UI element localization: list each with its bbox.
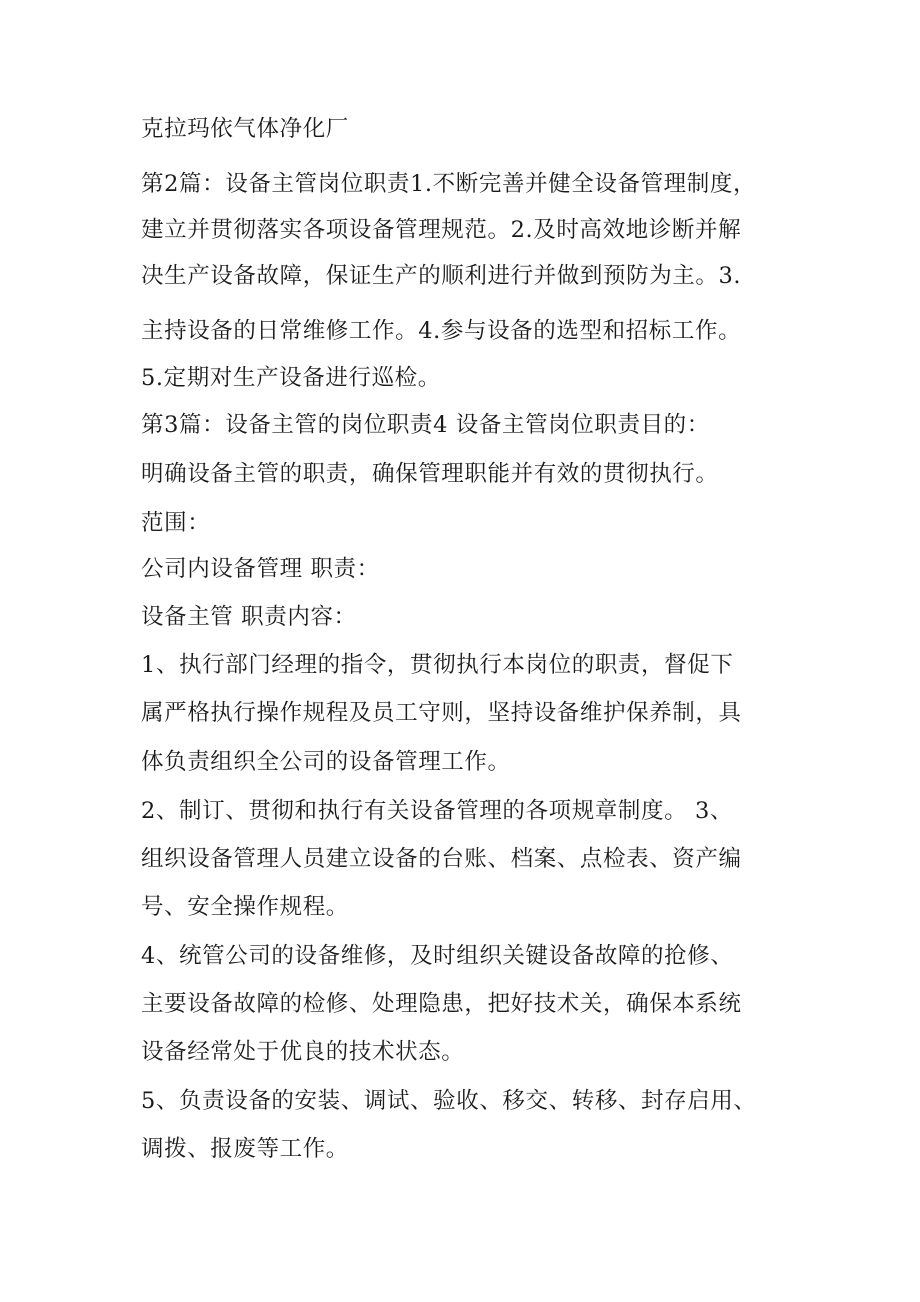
paragraph-line: 5.定期对生产设备进行巡检。	[141, 365, 441, 391]
list-item-line: 5、负责设备的安装、调试、验收、移交、转移、封存启用、	[141, 1088, 757, 1114]
paragraph-line: 第2篇：设备主管岗位职责1.不断完善并健全设备管理制度，	[141, 171, 757, 197]
list-item-line: 主要设备故障的检修、处理隐患，把好技术关，确保本系统	[141, 991, 742, 1017]
paragraph-line: 公司内设备管理 职责：	[141, 556, 380, 582]
paragraph-line: 决生产设备故障，保证生产的顺利进行并做到预防为主。3.	[141, 263, 742, 289]
list-item-line: 属严格执行操作规程及员工守则，坚持设备维护保养制，具	[141, 700, 742, 726]
paragraph-line: 主持设备的日常维修工作。4.参与设备的选型和招标工作。	[141, 318, 742, 344]
paragraph-line: 设备主管 职责内容：	[141, 604, 357, 630]
list-item-line: 4、统管公司的设备维修，及时组织关键设备故障的抢修、	[141, 943, 734, 969]
list-item-line: 号、安全操作规程。	[141, 894, 349, 920]
section-heading: 第3篇：设备主管的岗位职责4 设备主管岗位职责目的：	[141, 412, 710, 438]
document-title: 克拉玛依气体净化厂	[141, 116, 349, 142]
paragraph-line: 建立并贯彻落实各项设备管理规范。2.及时高效地诊断并解	[141, 217, 742, 243]
list-item-line: 体负责组织全公司的设备管理工作。	[141, 749, 511, 775]
paragraph-line: 明确设备主管的职责，确保管理职能并有效的贯彻执行。	[141, 461, 719, 487]
list-item-line: 组织设备管理人员建立设备的台账、档案、点检表、资产编	[141, 846, 742, 872]
paragraph-line: 范围：	[141, 510, 211, 536]
list-item-line: 调拨、报废等工作。	[141, 1136, 349, 1162]
list-item-line: 2、制订、贯彻和执行有关设备管理的各项规章制度。 3、	[141, 798, 733, 824]
list-item-line: 1、执行部门经理的指令，贯彻执行本岗位的职责，督促下	[141, 652, 734, 678]
list-item-line: 设备经常处于优良的技术状态。	[141, 1039, 465, 1065]
